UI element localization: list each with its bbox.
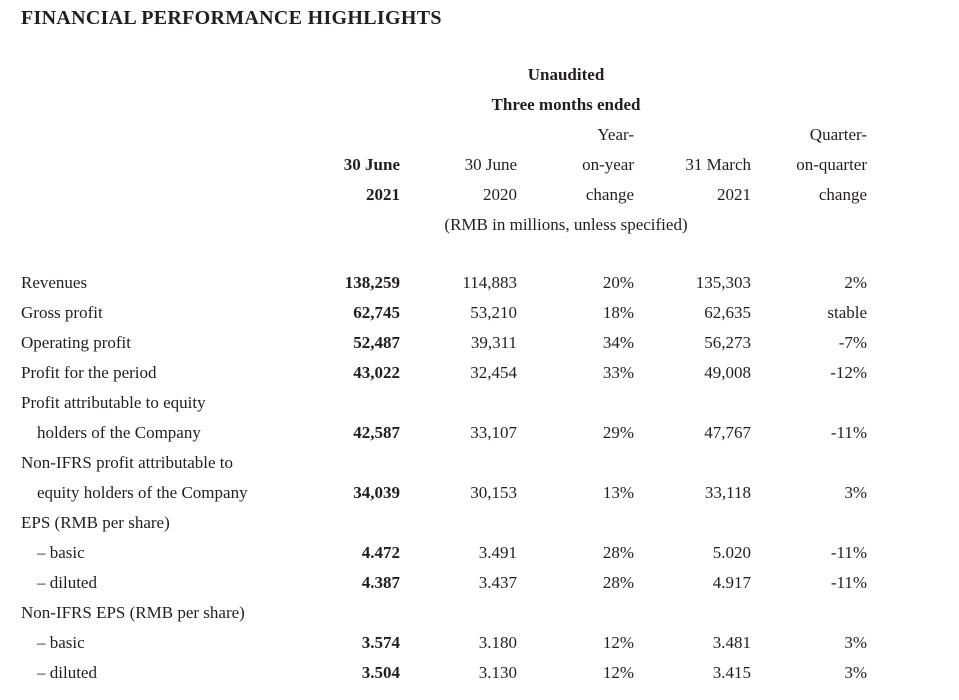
row-label: – basic (37, 633, 85, 652)
cell-value (400, 448, 517, 478)
row-label: Operating profit (21, 333, 131, 352)
cell-value: 62,635 (704, 303, 751, 322)
col-header-qoq: Quarter- (809, 125, 868, 144)
header-spacer-cell (21, 60, 301, 90)
cell-value: 3.437 (478, 573, 517, 592)
cell-value: 34% (602, 333, 634, 352)
col-header-31mar2021 (634, 120, 751, 150)
header-row-line1 (21, 120, 867, 150)
table-row (21, 658, 867, 688)
row-label: equity holders of the Company (37, 483, 248, 502)
cell-value: 43,022 (353, 363, 400, 382)
cell-value: 3.504 (361, 663, 400, 682)
col-header-yoy: on-year (582, 155, 634, 174)
cell-value: -11% (830, 543, 868, 562)
cell-value: 34,039 (353, 483, 400, 502)
cell-value: 56,273 (704, 333, 751, 352)
table-row (21, 598, 867, 628)
cell-value: 62,745 (353, 303, 400, 322)
col-header-30jun2020: 2020 (483, 185, 517, 204)
header-spacer-cell (21, 210, 301, 240)
cell-value: 3.481 (712, 633, 751, 652)
row-label: Non-IFRS EPS (RMB per share) (21, 603, 245, 622)
table-row (21, 568, 867, 598)
cell-value (400, 508, 517, 538)
cell-value (634, 508, 751, 538)
cell-value (517, 388, 634, 418)
cell-value (751, 388, 867, 418)
table-row (21, 508, 867, 538)
cell-value (517, 598, 634, 628)
cell-value: 3.130 (478, 663, 517, 682)
cell-value: 3.180 (478, 633, 517, 652)
gap-cell (21, 240, 867, 268)
cell-value: 29% (602, 423, 634, 442)
cell-value: 3.574 (361, 633, 400, 652)
col-header-qoq: change (818, 185, 868, 204)
cell-value: 42,587 (353, 423, 400, 442)
cell-value: 3% (844, 663, 868, 682)
cell-value: 138,259 (344, 273, 400, 292)
cell-value (634, 448, 751, 478)
cell-value: 47,767 (704, 423, 751, 442)
cell-value: 4.917 (712, 573, 751, 592)
cell-value: 18% (602, 303, 634, 322)
cell-value: 4.472 (361, 543, 400, 562)
cell-value (751, 508, 867, 538)
header-body-gap (21, 240, 867, 268)
cell-value: 4.387 (361, 573, 400, 592)
cell-value (751, 448, 867, 478)
col-header-30jun2021: 2021 (366, 185, 400, 204)
cell-value: 49,008 (704, 363, 751, 382)
cell-value (751, 598, 867, 628)
cell-value: 28% (602, 543, 634, 562)
cell-value (301, 448, 400, 478)
row-label: Revenues (21, 273, 88, 292)
table-row (21, 328, 867, 358)
cell-value: 33% (602, 363, 634, 382)
cell-value: -12% (830, 363, 868, 382)
col-header-yoy: change (585, 185, 634, 204)
col-header-30jun2021: 30 June (343, 155, 400, 174)
row-label: Gross profit (21, 303, 103, 322)
header-spacer-cell (21, 90, 301, 120)
cell-value: 12% (602, 633, 634, 652)
col-header-qoq: on-quarter (796, 155, 868, 174)
col-header-30jun2020: 30 June (464, 155, 517, 174)
header-spacer-cell (21, 150, 301, 180)
cell-value (301, 388, 400, 418)
table-header (21, 60, 867, 268)
table-row (21, 478, 867, 508)
table-row (21, 448, 867, 478)
cell-value: 20% (602, 273, 634, 292)
cell-value: 52,487 (353, 333, 400, 352)
row-label: EPS (RMB per share) (21, 513, 170, 532)
col-header-yoy: Year- (597, 125, 634, 144)
row-label: holders of the Company (37, 423, 201, 442)
header-row-period (21, 90, 867, 120)
col-header-30jun2021 (301, 120, 400, 150)
row-label: Non-IFRS profit attributable to (21, 453, 234, 472)
cell-value (634, 388, 751, 418)
table-row (21, 538, 867, 568)
page-title: FINANCIAL PERFORMANCE HIGHLIGHTS (21, 7, 442, 29)
header-unaudited-label: Unaudited (527, 65, 605, 84)
cell-value (517, 448, 634, 478)
cell-value: 3% (844, 483, 868, 502)
cell-value: 5.020 (712, 543, 751, 562)
cell-value: 3% (844, 633, 868, 652)
cell-value: -11% (830, 573, 868, 592)
cell-value: 2% (844, 273, 868, 292)
row-label: – diluted (37, 573, 97, 592)
cell-value: stable (827, 303, 868, 322)
row-label: – diluted (37, 663, 97, 682)
cell-value (301, 598, 400, 628)
header-row-line2 (21, 150, 867, 180)
cell-value: 33,107 (470, 423, 517, 442)
header-row-unaudited (21, 60, 867, 90)
cell-value: 3.491 (478, 543, 517, 562)
cell-value: 39,311 (470, 333, 517, 352)
cell-value: 30,153 (470, 483, 517, 502)
col-header-31mar2021: 31 March (685, 155, 751, 174)
cell-value: 32,454 (470, 363, 517, 382)
cell-value (400, 598, 517, 628)
header-period-label: Three months ended (491, 95, 641, 114)
col-header-31mar2021: 2021 (717, 185, 751, 204)
cell-value: 13% (602, 483, 634, 502)
financial-highlights-table (21, 60, 867, 688)
cell-value: 114,883 (462, 273, 517, 292)
table-row (21, 628, 867, 658)
table-row (21, 298, 867, 328)
units-note: (RMB in millions, unless specified) (444, 215, 688, 234)
row-label: Profit attributable to equity (21, 393, 206, 412)
cell-value (301, 508, 400, 538)
cell-value: 53,210 (470, 303, 517, 322)
cell-value: -11% (830, 423, 868, 442)
cell-value: 33,118 (704, 483, 751, 502)
cell-value: 12% (602, 663, 634, 682)
cell-value (400, 388, 517, 418)
table-row (21, 268, 867, 298)
cell-value: 28% (602, 573, 634, 592)
row-label: – basic (37, 543, 85, 562)
header-row-note (21, 210, 867, 240)
cell-value (634, 598, 751, 628)
table-row (21, 388, 867, 418)
cell-value (517, 508, 634, 538)
header-spacer-cell (21, 120, 301, 150)
cell-value: 3.415 (712, 663, 751, 682)
table-body (21, 268, 867, 688)
table-row (21, 418, 867, 448)
cell-value: -7% (838, 333, 868, 352)
col-header-30jun2020 (400, 120, 517, 150)
row-label: Profit for the period (21, 363, 157, 382)
header-row-line3 (21, 180, 867, 210)
header-spacer-cell (21, 180, 301, 210)
cell-value: 135,303 (695, 273, 751, 292)
table-row (21, 358, 867, 388)
